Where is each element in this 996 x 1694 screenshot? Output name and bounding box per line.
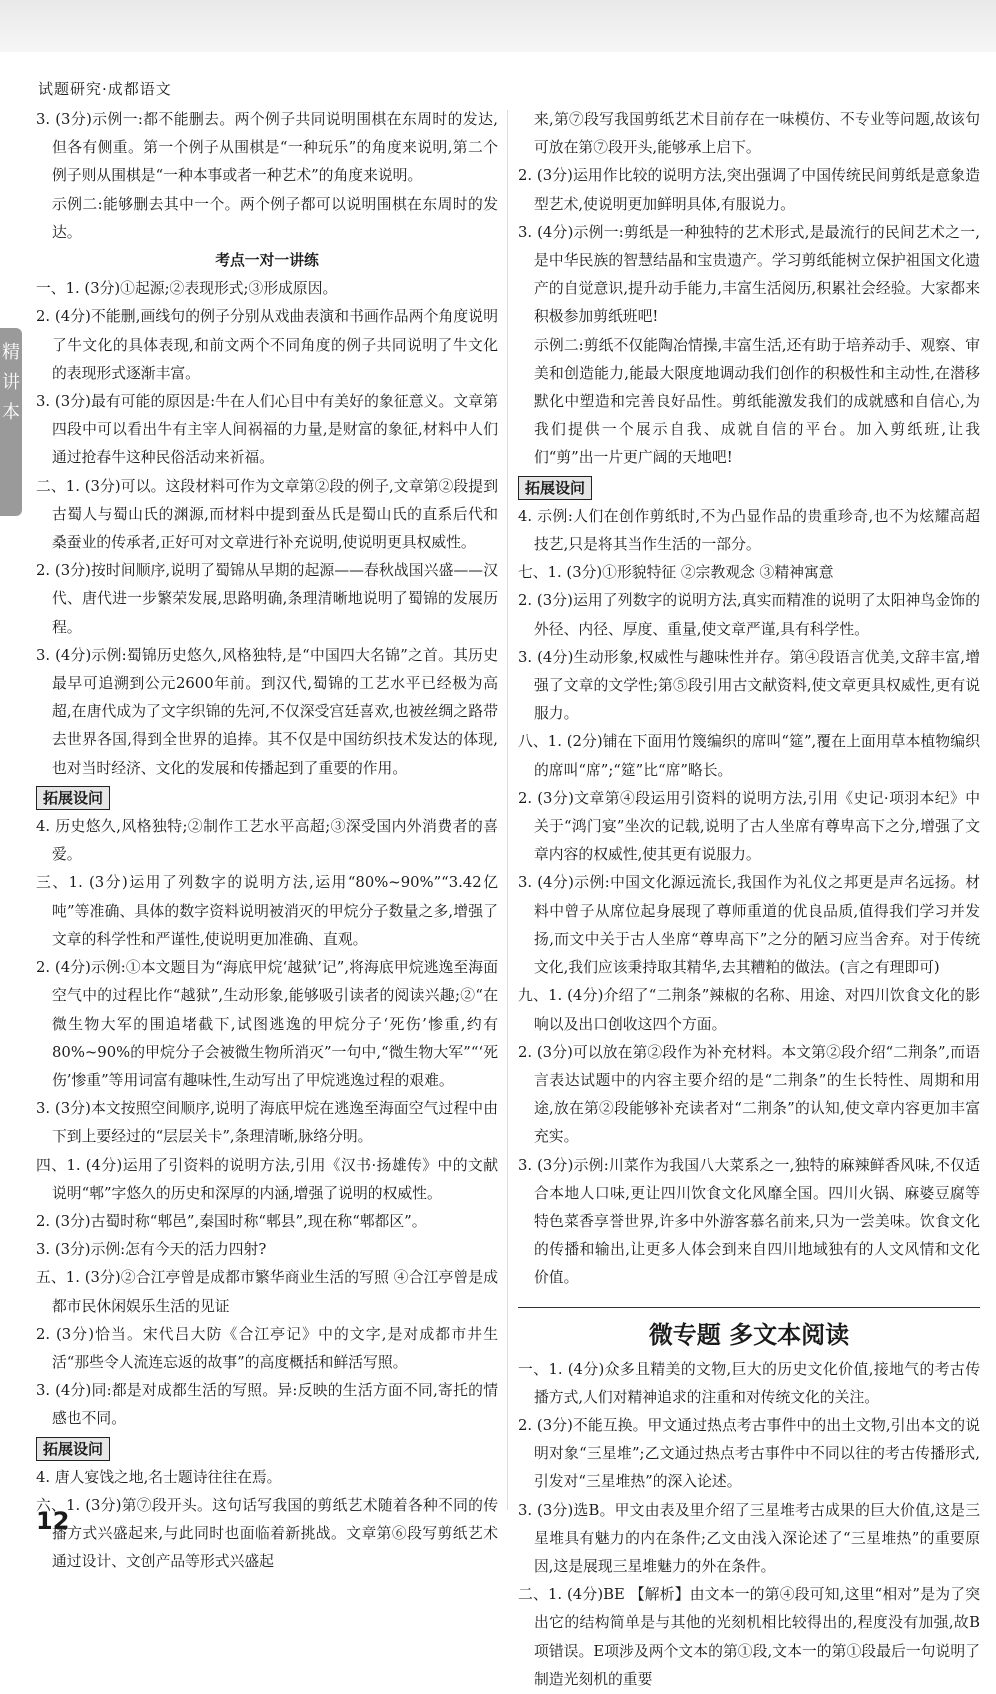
- answer-paragraph: 2. (3分)古蜀时称“郫邑”,秦国时称“郫县”,现在称“郫都区”。: [36, 1212, 427, 1230]
- extension-question-label: 拓展设问: [36, 786, 110, 810]
- answer-paragraph: 示例二:剪纸不仅能陶冶情操,丰富生活,还有助于培养动手、观察、审美和创造能力,能最大限度地调动我们创作的积极性和主动性,在潜移默化中塑造和完善良好品性。剪纸能激发我们的成就感和自信心,为我们提供一个展示自我、成就自信的平台。加入剪纸班,让我们“剪”出一片更广阔的天地吧!: [534, 336, 980, 467]
- extension-question-label: 拓展设问: [518, 476, 592, 500]
- running-header: 试题研究·成都语文: [38, 80, 172, 98]
- answer-paragraph: 2. (4分)不能删,画线句的例子分别从戏曲表演和书画作品两个角度说明了牛文化的具体表现,和前文两个不同角度的例子共同说明了牛文化的表现形式逐渐丰富。: [36, 308, 498, 382]
- section-subheading: 考点一对一讲练: [215, 252, 319, 270]
- section-answer: 二、1. (4分)BE 【解析】由文本一的第④段可知,这里“相对”是为了突出它的结构简单是与其他的光刻机相比较得出的,程度没有加强,故B项错误。E项涉及两个文本的第①段,文本一的第①段最后一句说明了制造光刻机的重要: [518, 1586, 980, 1688]
- answer-paragraph: 2. (3分)运用作比较的说明方法,突出强调了中国传统民间剪纸是意象造型艺术,使说明更加鲜明具体,有服说力。: [518, 167, 980, 213]
- answer-paragraph: 2. (4分)示例:①本文题目为“海底甲烷‘越狱’记”,将海底甲烷逃逸至海面空气中的过程比作“越狱”,生动形象,能够吸引读者的阅读兴趣;②“在微生物大军的围追堵截下,试图逃逸的甲烷分子‘死伤’惨重,约有80%~90%的甲烷分子会被微生物所消灭”一句中,“微生物大军”“‘死伤’惨重”等用词富有趣味性,生动写出了甲烷逃逸过程的艰难。: [36, 959, 498, 1089]
- label-row: [518, 473, 980, 503]
- section-answer: 六、1. (3分)第⑦段开头。这句话写我国的剪纸艺术随着各种不同的传播方式兴盛起来,与此同时也面临着新挑战。文章第⑥段写剪纸艺术通过设计、文创产品等形式兴盛起: [36, 1496, 498, 1571]
- side-tab-char: 讲: [2, 372, 20, 393]
- column-divider: [507, 110, 508, 1510]
- answer-paragraph: 2. (3分)恰当。宋代吕大防《合江亭记》中的文字,是对成都市井生活“那些令人流连忘返的故事”的高度概括和鲜活写照。: [36, 1325, 498, 1371]
- answer-paragraph: 4. 唐人宴饯之地,名士题诗往往在焉。: [36, 1468, 282, 1486]
- answer-paragraph: 3. (3分)示例一:都不能删去。两个例子共同说明围棋在东周时的发达,但各有侧重。第一个例子从围棋是“一种玩乐”的角度来说明,第二个例子则从围棋是“一种本事或者一种艺术”的角度来说明。: [36, 111, 498, 185]
- special-topic-title: 微专题 多文本阅读: [648, 1320, 850, 1349]
- answer-paragraph: 3. (4分)生动形象,权威性与趣味性并存。第④段语言优美,文辞丰富,增强了文章的文学性;第⑤段引用古文献资料,使文章更具权威性,更有说服力。: [518, 648, 980, 723]
- section-answer: 三、1. (3分)运用了列数字的说明方法,运用“80%~90%”“3.42亿吨”等准确、具体的数字资料说明被消灭的甲烷分子数量之多,增强了文章的科学性和严谨性,使说明更加准确、直观。: [36, 874, 498, 948]
- section-answer: 九、1. (4分)介绍了“二荆条”辣椒的名称、用途、对四川饮食文化的影响以及出口创收这四个方面。: [518, 987, 980, 1033]
- answer-paragraph: 3. (4分)示例:蜀锦历史悠久,风格独特,是“中国四大名锦”之首。其历史最早可追溯到公元2600年前。到汉代,蜀锦的工艺水平已经极为高超,在唐代成为了文字织锦的先河,不仅深受宫廷喜欢,也被丝绸之路带去世界各国,得到全世界的追捧。其不仅是中国纺织技术发达的体现,也对当时经济、文化的发展和传播起到了重要的作用。: [36, 646, 498, 777]
- answer-paragraph: 示例二:能够删去其中一个。两个例子都可以说明围棋在东周时的发达。: [52, 195, 498, 241]
- section-divider: [518, 1307, 980, 1308]
- side-tab-char: 本: [2, 402, 20, 423]
- answer-paragraph: 2. (3分)按时间顺序,说明了蜀锦从早期的起源——春秋战国兴盛——汉代、唐代进一步繁荣发展,思路明确,条理清晰地说明了蜀锦的发展历程。: [36, 562, 498, 636]
- answer-paragraph: 4. 历史悠久,风格独特;②制作工艺水平高超;③深受国内外消费者的喜爱。: [36, 818, 498, 864]
- answer-paragraph: 3. (4分)同:都是对成都生活的写照。异:反映的生活方面不同,寄托的情感也不同。: [36, 1382, 498, 1428]
- answer-paragraph: 4. 示例:人们在创作剪纸时,不为凸显作品的贵重珍奇,也不为炫耀高超技艺,只是将其当作生活的一部分。: [518, 507, 980, 554]
- left-column: [36, 106, 498, 1577]
- answer-paragraph: 3. (4分)示例一:剪纸是一种独特的艺术形式,是最流行的民间艺术之一,是中华民族的智慧结晶和宝贵遗产。学习剪纸能树立保护祖国文化遗产的自觉意识,提升动手能力,丰富生活阅历,积累社会经验。大家都来积极参加剪纸班吧!: [518, 223, 980, 326]
- answer-paragraph: 3. (4分)示例:中国文化源远流长,我国作为礼仪之邦更是声名远扬。材料中曾子从席位起身展现了尊师重道的优良品质,值得我们学习并发扬,而文中关于古人坐席“尊卑高下”之分的陋习应当舍弃。对于传统文化,我们应该秉持取其精华,去其糟粕的做法。(言之有理即可): [518, 874, 980, 977]
- section-answer: 七、1. (3分)①形貌特征 ②宗教观念 ③精神寓意: [518, 564, 834, 582]
- scan-top-band: [0, 0, 996, 52]
- side-tab: [0, 328, 22, 516]
- section-answer: 一、1. (3分)①起源;②表现形式;③形成原因。: [36, 280, 338, 298]
- label-row: [36, 1434, 498, 1464]
- section-answer: 五、1. (3分)②合江亭曾是成都市繁华商业生活的写照 ④合江亭曾是成都市民休闲娱乐生活的见证: [36, 1269, 498, 1315]
- answer-paragraph: 3. (3分)选B。甲文由表及里介绍了三星堆考古成果的巨大价值,这是三星堆具有魅力的内在条件;乙文由浅入深论述了“三星堆热”的重要原因,这是展现三星堆魅力的外在条件。: [518, 1501, 980, 1575]
- answer-paragraph: 2. (3分)文章第④段运用引资料的说明方法,引用《史记·项羽本纪》中关于“鸿门宴”坐次的记载,说明了古人坐席有尊卑高下之分,增强了文章内容的权威性,使其更有说服力。: [518, 789, 980, 864]
- section-answer: 一、1. (4分)众多且精美的文物,巨大的历史文化价值,接地气的考古传播方式,人们对精神追求的注重和对传统文化的关注。: [518, 1360, 980, 1406]
- answer-paragraph: 3. (3分)示例:怎有今天的活力四射?: [36, 1241, 267, 1259]
- page-number: 12: [36, 1507, 70, 1535]
- answer-paragraph: 2. (3分)可以放在第②段作为补充材料。本文第②段介绍“二荆条”,而语言表达试题中的内容主要介绍的是“二荆条”的生长特性、周期和用途,放在第②段能够补充读者对“二荆条”的认知,使文章内容更加丰富充实。: [518, 1043, 980, 1146]
- answer-paragraph: 3. (3分)示例:川菜作为我国八大菜系之一,独特的麻辣鲜香风味,不仅适合本地人口味,更让四川饮食文化风靡全国。四川火锅、麻婆豆腐等特色菜香享誉世界,许多中外游客慕名前来,只为一尝美味。饮食文化的传播和输出,让更多人体会到来自四川地域独有的人文风情和文化价值。: [518, 1156, 980, 1287]
- answer-paragraph: 3. (3分)本文按照空间顺序,说明了海底甲烷在逃逸至海面空气过程中由下到上要经过的“层层关卡”,条理清晰,脉络分明。: [36, 1100, 498, 1146]
- right-column: [518, 106, 980, 1694]
- answer-paragraph: 3. (3分)最有可能的原因是:牛在人们心目中有美好的象征意义。文章第四段中可以看出牛有主宰人间祸福的力量,是财富的象征,材料中人们通过抢春牛这种民俗活动来祈福。: [36, 393, 498, 467]
- section-answer: 八、1. (2分)铺在下面用竹篾编织的席叫“筵”,覆在上面用草本植物编织的席叫“席”;“筵”比“席”略长。: [518, 733, 980, 779]
- answer-paragraph: 2. (3分)运用了列数字的说明方法,真实而精准的说明了太阳神鸟金饰的外径、内径、厚度、重量,使文章严谨,具有科学性。: [518, 592, 980, 638]
- answer-paragraph: 2. (3分)不能互换。甲文通过热点考古事件中的出土文物,引出本文的说明对象“三星堆”;乙文通过热点考古事件中不同以往的考古传播形式,引发对“三星堆热”的深入论述。: [518, 1416, 980, 1491]
- section-answer: 四、1. (4分)运用了引资料的说明方法,引用《汉书·扬雄传》中的文献说明“郫”字悠久的历史和深厚的内涵,增强了说明的权威性。: [36, 1156, 498, 1202]
- section-answer: 二、1. (3分)可以。这段材料可作为文章第②段的例子,文章第②段提到古蜀人与蜀山氏的渊源,而材料中提到蚕丛氏是蜀山氏的直系后代和桑蚕业的传承者,正好可对文章进行补充说明,使说明更具权威性。: [36, 477, 498, 552]
- label-row: [36, 783, 498, 813]
- extension-question-label: 拓展设问: [36, 1437, 110, 1461]
- side-tab-char: 精: [2, 342, 20, 363]
- answer-paragraph: 来,第⑦段写我国剪纸艺术目前存在一味模仿、不专业等问题,故该句可放在第⑦段开头,能够承上启下。: [534, 111, 980, 157]
